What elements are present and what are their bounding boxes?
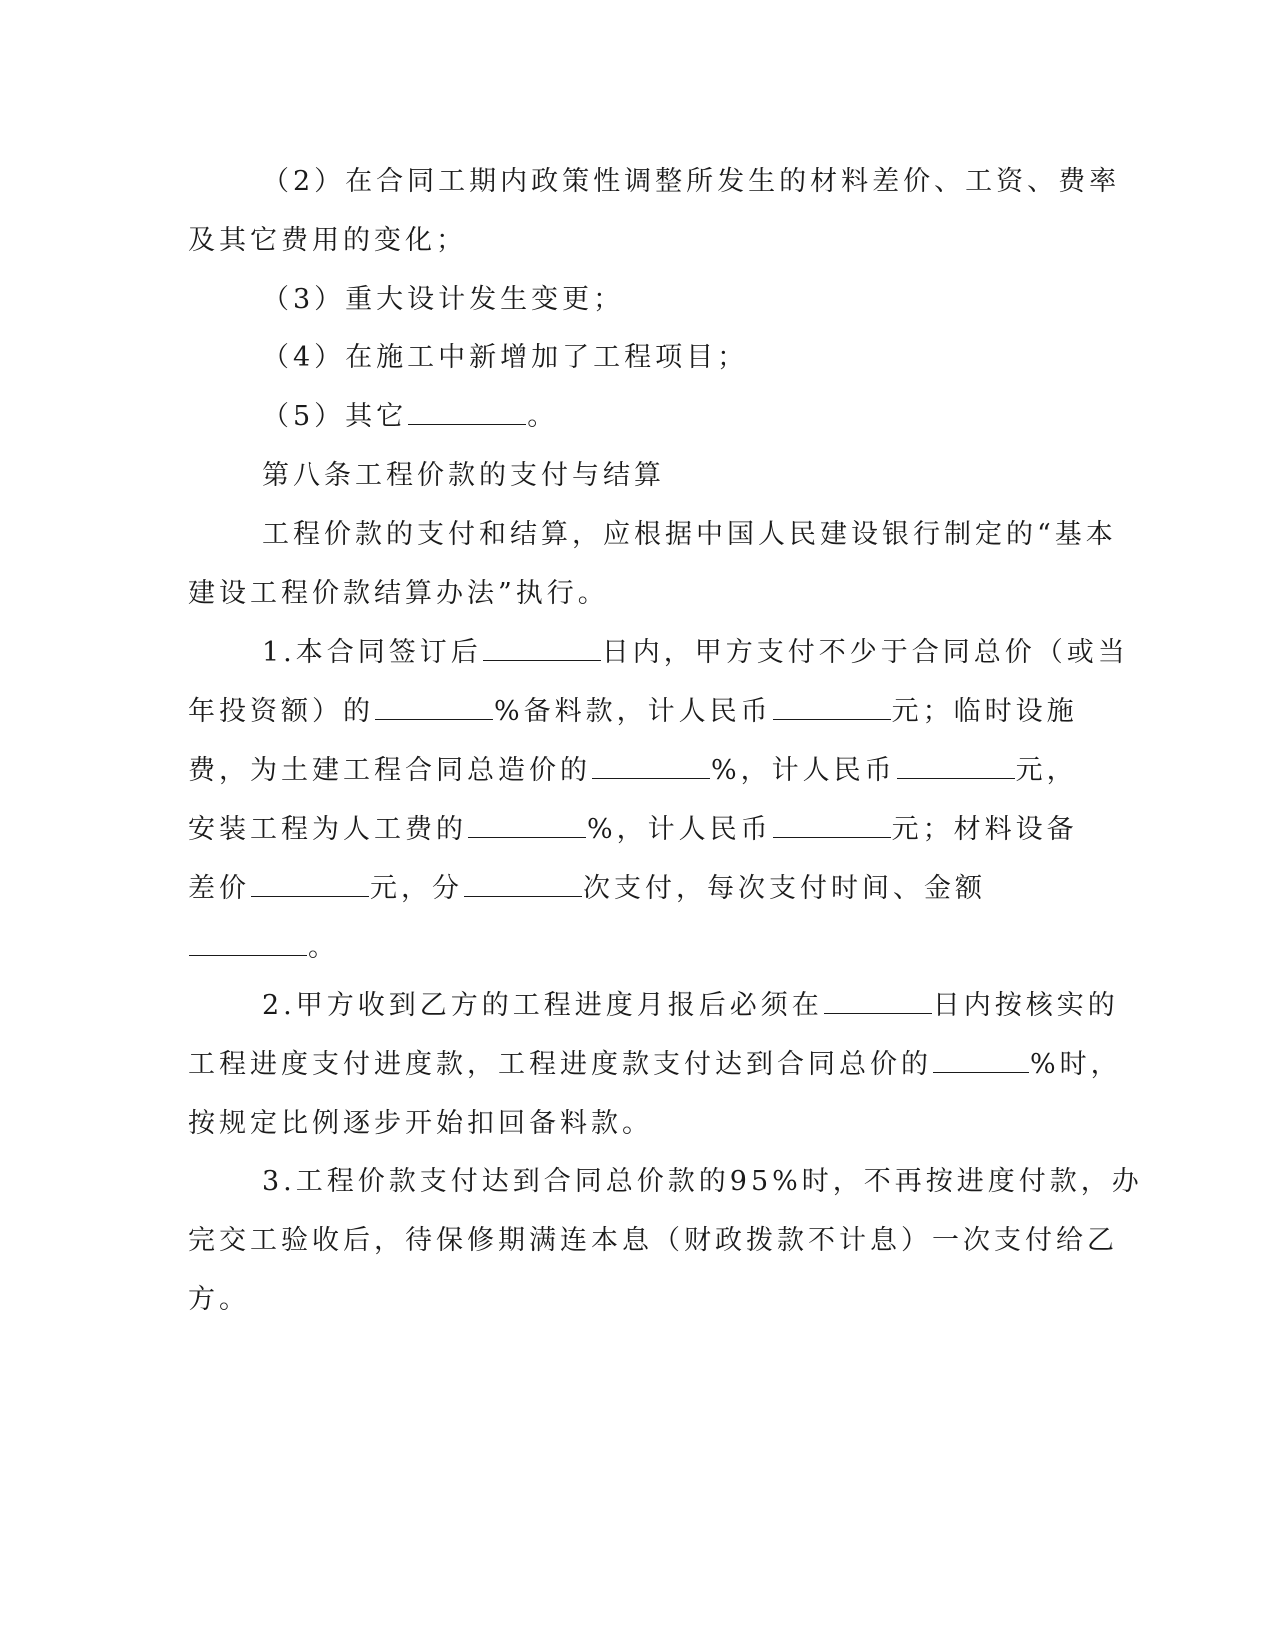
item-text: 费，为土建工程合同总造价的: [188, 755, 591, 786]
blank-field: [933, 1048, 1029, 1073]
item-1-line-3: [188, 754, 1078, 788]
item-text: 3.工程价款支付达到合同总价款的95%时，不再按进度付款，办: [262, 1166, 1143, 1197]
clause-2-text: （2）在合同工期内政策性调整所发生的材料差价、工资、费率: [262, 166, 1121, 197]
item-text: 方。: [188, 1284, 250, 1315]
item-text: %，计人民币: [711, 755, 896, 786]
paragraph-text: 工程价款的支付和结算，应根据中国人民建设银行制定的“基本: [262, 519, 1117, 550]
item-3-line-3: [188, 1283, 250, 1317]
clause-2-text-cont: 及其它费用的变化；: [188, 225, 467, 256]
blank-field: [483, 636, 601, 661]
blank-field: [189, 931, 307, 956]
item-2-line-2: [188, 1048, 1122, 1082]
item-text: 安装工程为人工费的: [188, 814, 467, 845]
item-text: 差价: [188, 873, 250, 904]
blank-field: [468, 813, 586, 838]
paragraph-1-line-1: [262, 518, 1117, 552]
paragraph-text: 建设工程价款结算办法”执行。: [188, 578, 609, 609]
blank-field: [773, 813, 891, 838]
item-text: 。: [308, 932, 339, 963]
item-text: 2.甲方收到乙方的工程进度月报后必须在: [262, 990, 823, 1021]
item-1-line-6: [188, 931, 339, 965]
item-text: 元，分: [370, 873, 463, 904]
item-2-line-1: [262, 989, 1119, 1023]
heading-text: 第八条工程价款的支付与结算: [262, 460, 665, 491]
blank-field: [251, 872, 369, 897]
clause-4: [262, 341, 748, 375]
item-1-line-5: [188, 872, 986, 906]
item-text: 元，: [1015, 755, 1078, 786]
blank-field: [375, 695, 493, 720]
item-text: 工程进度支付进度款，工程进度款支付达到合同总价的: [188, 1049, 932, 1080]
paragraph-1-line-2: [188, 577, 609, 611]
item-1-line-1: [262, 636, 1129, 670]
clause-3-text: （3）重大设计发生变更；: [262, 284, 625, 315]
clause-3: [262, 283, 624, 317]
blank-field: [773, 695, 891, 720]
clause-5-end: 。: [527, 401, 559, 432]
blank-field: [824, 989, 932, 1014]
item-text: 日内按核实的: [932, 990, 1119, 1021]
clause-2-line-2: [188, 224, 467, 258]
item-text: 1.本合同签订后: [262, 637, 482, 668]
item-text: 按规定比例逐步开始扣回备料款。: [188, 1108, 653, 1139]
clause-5: [262, 400, 558, 434]
clause-5-text: （5）其它: [262, 401, 408, 432]
item-3-line-1: [262, 1165, 1143, 1199]
item-text: 日内，甲方支付不少于合同总价（或当: [601, 637, 1129, 668]
item-text: %备料款，计人民币: [494, 696, 772, 727]
item-text: 次支付，每次支付时间、金额: [583, 873, 986, 904]
clause-2-line-1: [262, 165, 1120, 199]
item-2-line-3: [188, 1107, 653, 1141]
item-text: %时，: [1030, 1049, 1122, 1080]
item-text: 元；材料设备: [891, 814, 1078, 845]
item-text: 年投资额）的: [188, 696, 374, 727]
blank-field: [464, 872, 582, 897]
item-text: %，计人民币: [587, 814, 772, 845]
item-text: 元；临时设施: [891, 696, 1078, 727]
blank-field: [408, 400, 526, 425]
item-1-line-4: [188, 813, 1078, 847]
item-1-line-2: [188, 695, 1078, 729]
item-text: 完交工验收后，待保修期满连本息（财政拨款不计息）一次支付给乙: [188, 1225, 1118, 1256]
blank-field: [897, 754, 1015, 779]
clause-4-text: （4）在施工中新增加了工程项目；: [262, 342, 749, 373]
blank-field: [592, 754, 710, 779]
item-3-line-2: [188, 1224, 1118, 1258]
article-8-heading: [262, 459, 665, 493]
